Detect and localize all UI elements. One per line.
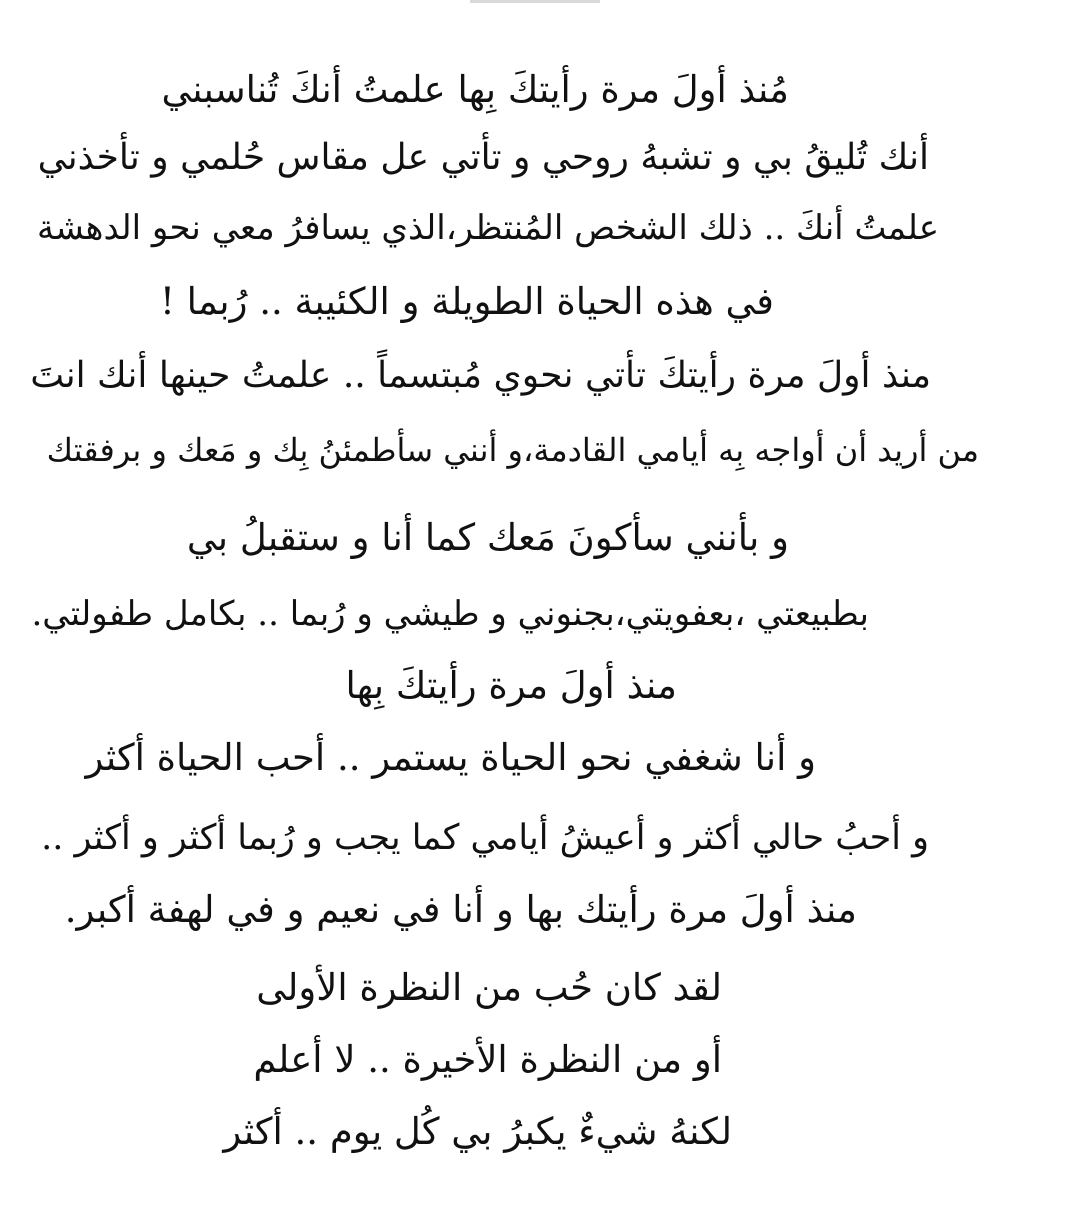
poem-line: و أنا شغفي نحو الحياة يستمر .. أحب الحياة أكثر (85, 736, 816, 779)
poem-line: علمتُ أنكَ .. ذلك الشخص المُنتظر،الذي يسافرُ معي نحو الدهشة (36, 208, 939, 248)
poem-line: بطبيعتي ،بعفويتي،بجنوني و طيشي و رُبما .. بكامل طفولتي. (31, 594, 869, 634)
poem-line: لكنهُ شيءٌ يكبرُ بي كُل يوم .. أكثر (223, 1110, 732, 1153)
poem-line: و بأنني سأكونَ مَعك كما أنا و ستقبلُ بي (186, 516, 789, 559)
poem-line: منذ أولَ مرة رأيتكَ تأتي نحوي مُبتسماً .. علمتُ حينها أنك انتَ (30, 355, 931, 396)
poem-line: مُنذ أولَ مرة رأيتكَ بِها علمتُ أنكَ تُناسبني (161, 68, 789, 111)
poem-line: منذ أولَ مرة رأيتك بها و أنا في نعيم و في لهفة أكبر. (64, 888, 857, 931)
poem-line: منذ أولَ مرة رأيتكَ بِها (345, 664, 677, 707)
poem-line: أو من النظرة الأخيرة .. لا أعلم (253, 1038, 722, 1081)
poem-line: و أحبُ حالي أكثر و أعيشُ أيامي كما يجب و رُبما أكثر و أكثر .. (41, 818, 929, 858)
poem-line: في هذه الحياة الطويلة و الكئيبة .. رُبما ! (159, 280, 774, 323)
poem-line: من أريد أن أواجه بِه أيامي القادمة،و أنني سأطمئنُ بِك و مَعك و برفقتك (46, 431, 979, 469)
poem-line: أنك تُليقُ بي و تشبهُ روحي و تأتي عل مقاس حُلمي و تأخذني (37, 137, 929, 178)
poem-line: لقد كان حُب من النظرة الأولى (256, 966, 722, 1009)
